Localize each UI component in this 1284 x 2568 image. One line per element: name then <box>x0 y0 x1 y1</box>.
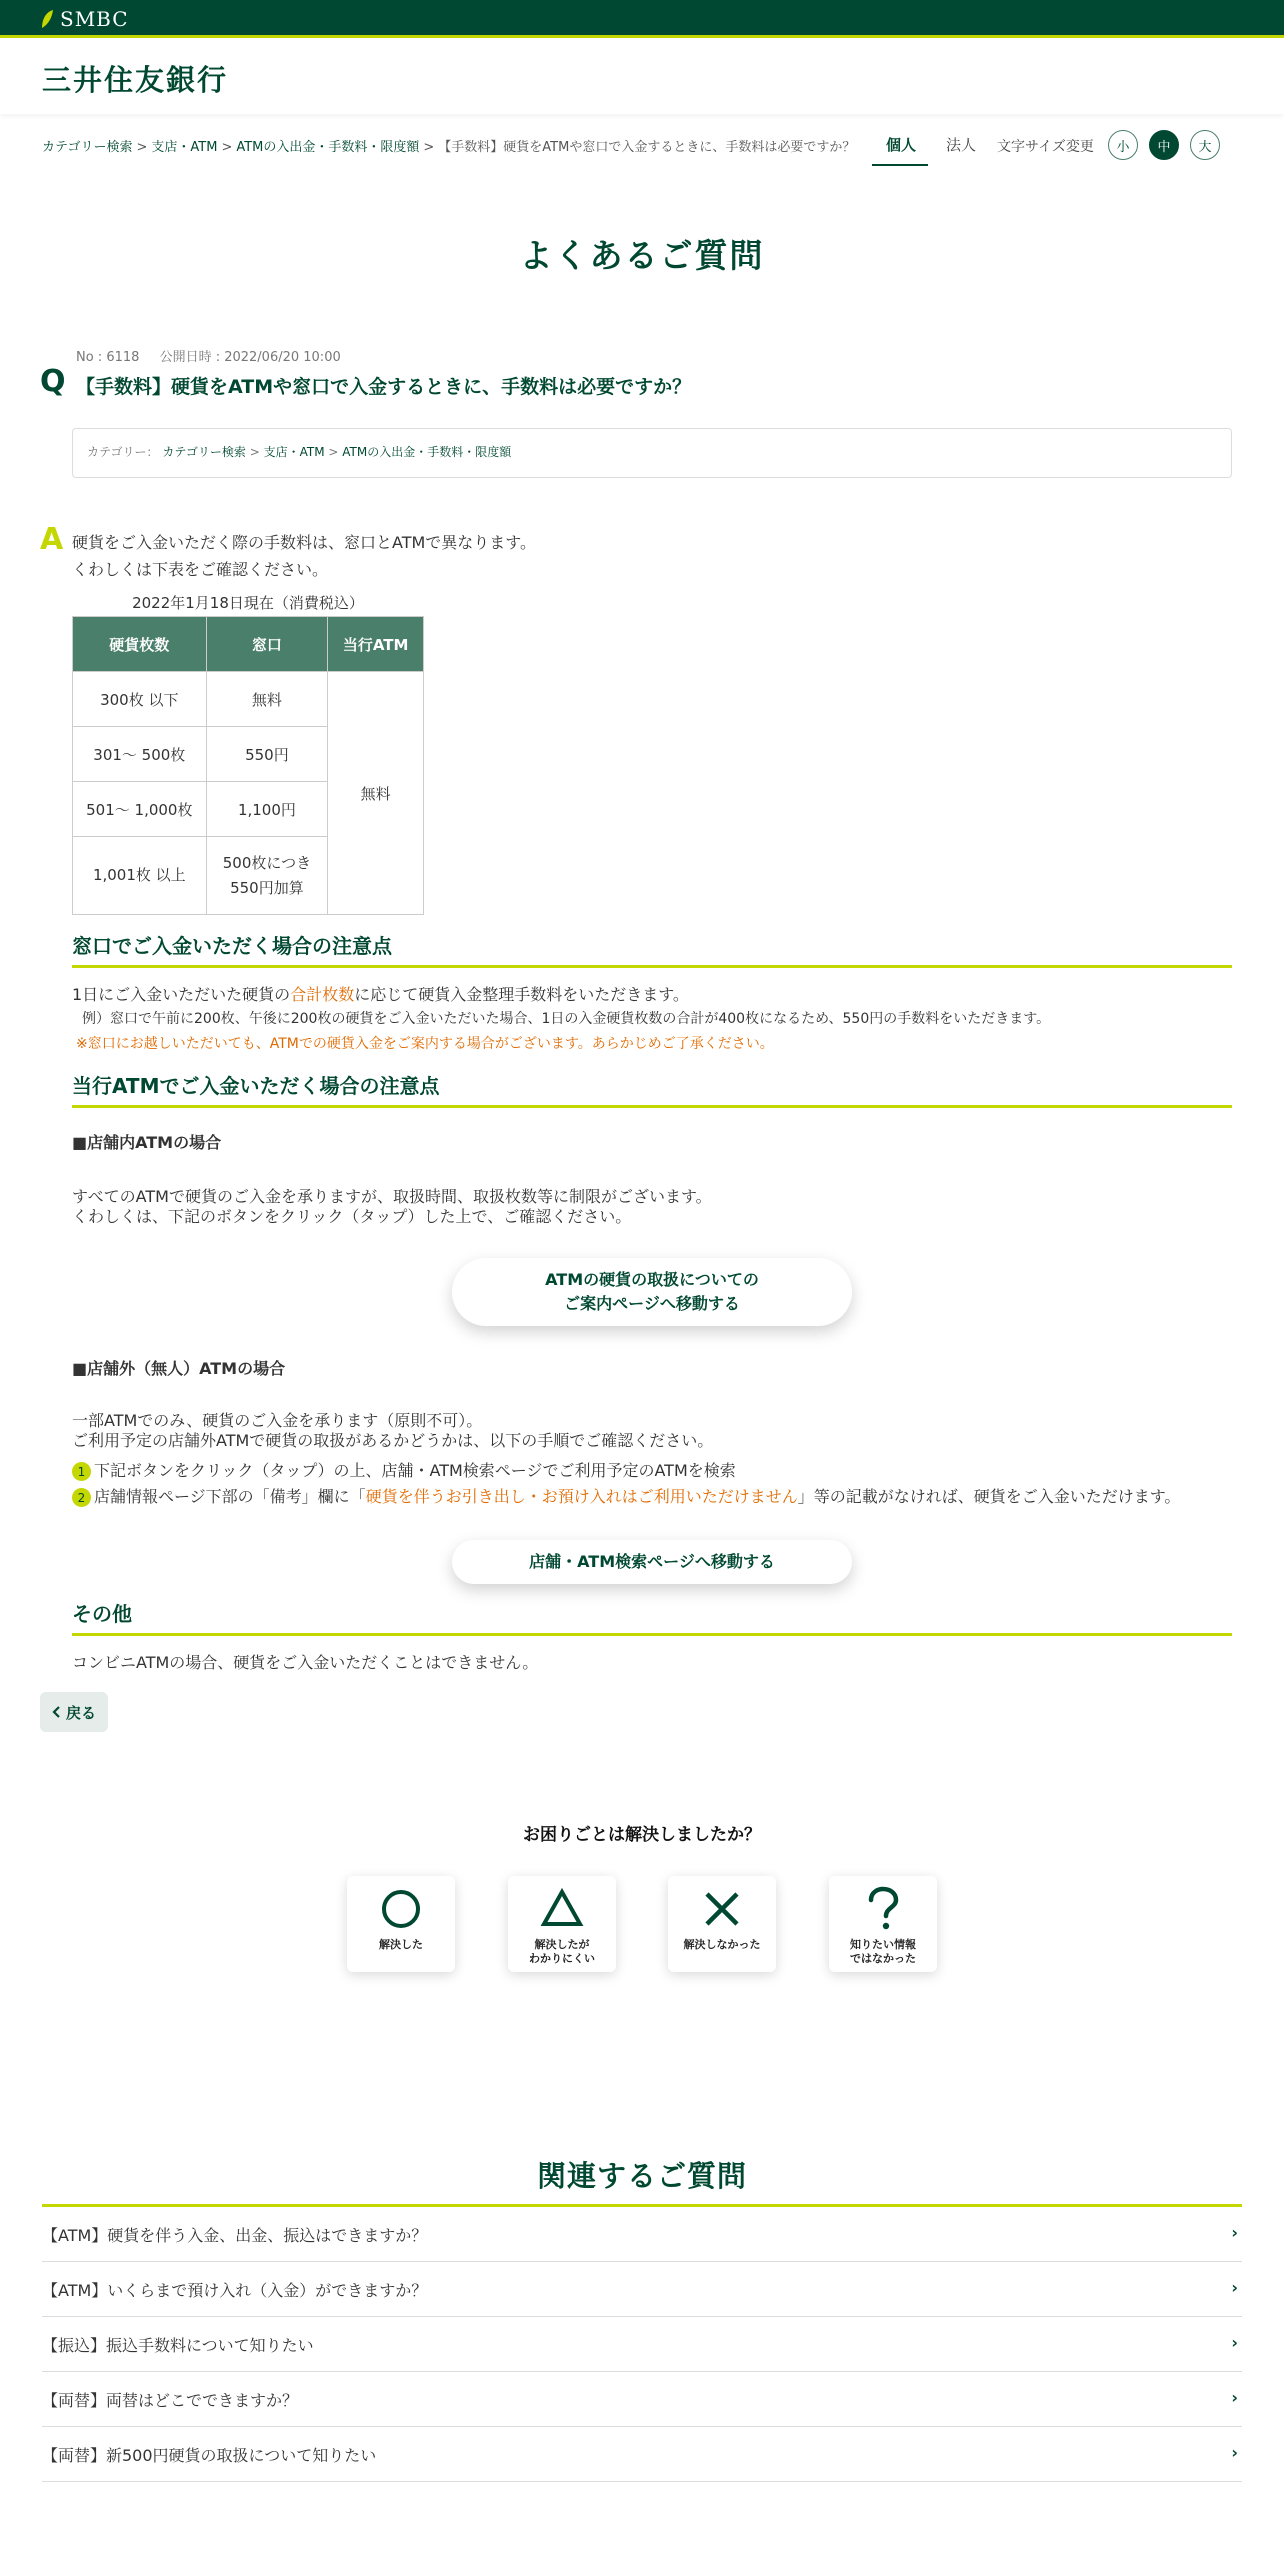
vote-solved-button[interactable] <box>347 1876 455 1972</box>
segment-personal[interactable]: 個人 <box>886 136 917 154</box>
table-cell <box>206 837 328 915</box>
font-size-label: 文字サイズ変更 <box>997 139 1094 155</box>
question-mark: Q <box>40 364 66 399</box>
related-item-text: 【両替】両替はどこでできますか？ <box>42 2390 299 2410</box>
related-item-text: 【ATM】硬貨を伴う入金、出金、振込はできますか？ <box>42 2225 428 2245</box>
text-segment: 」等の記載がなければ、硬貨をご入金いただけます。 <box>797 1487 1181 1506</box>
chevron-right-icon: › <box>1231 2443 1238 2462</box>
step-2 <box>72 1484 1180 1507</box>
atm-coin-info-button[interactable] <box>452 1258 852 1326</box>
table-cell-atm: 無料 <box>328 672 424 915</box>
step-number: 2 <box>72 1488 91 1507</box>
vote-label-line: 解決したが <box>534 1938 590 1951</box>
category-separator: > <box>249 445 264 459</box>
step-number: 1 <box>72 1462 91 1481</box>
table-cell: 無料 <box>206 672 328 727</box>
table-cell: 1,100円 <box>206 782 328 837</box>
atm-line: すべてのATMで硬貨のご入金を承りますが、取扱時間、取扱枚数等に制限がございます。 <box>72 1187 712 1206</box>
breadcrumb-separator: > <box>221 140 233 155</box>
vote-not-solved-button[interactable] <box>668 1876 776 1972</box>
chevron-right-icon: › <box>1231 2388 1238 2407</box>
highlight-text: 硬貨を伴うお引き出し・お預け入れはご利用いただけません <box>365 1487 798 1506</box>
highlight-text: 合計枚数 <box>290 985 355 1004</box>
cell-line: 550円加算 <box>230 878 304 897</box>
section-heading-window: 窓口でご入金いただく場合の注意点 <box>72 930 1232 968</box>
font-size-small-button[interactable]: 小 <box>1108 130 1138 160</box>
survey-question: お困りごとは解決しましたか？ <box>523 1825 761 1845</box>
bank-name[interactable]: 三井住友銀行 <box>42 63 229 97</box>
chevron-right-icon: › <box>1231 2278 1238 2297</box>
table-cell: 550円 <box>206 727 328 782</box>
font-size-large-button[interactable]: 大 <box>1190 130 1220 160</box>
top-bar <box>0 0 1284 38</box>
vote-label-line: 解決しなかった <box>683 1938 761 1951</box>
breadcrumb <box>42 136 855 155</box>
chevron-left-icon <box>52 1706 62 1718</box>
window-line <box>72 982 689 1005</box>
button-line: ATMの硬貨の取扱についての <box>545 1270 759 1289</box>
related-item[interactable] <box>42 2372 1242 2427</box>
table-row <box>73 672 424 727</box>
back-button[interactable] <box>40 1692 108 1732</box>
cross-icon <box>699 1886 745 1932</box>
atm-line: 一部ATMでのみ、硬貨のご入金を承ります（原則不可）。 <box>72 1411 483 1430</box>
section-heading-atm: 当行ATMでご入金いただく場合の注意点 <box>72 1070 1232 1108</box>
category-link[interactable]: 支店・ATM <box>263 445 325 459</box>
breadcrumb-item[interactable]: 支店・ATM <box>151 140 218 155</box>
vote-label <box>850 1938 916 1966</box>
related-item[interactable] <box>42 2317 1242 2372</box>
vote-not-wanted-info-button[interactable] <box>829 1876 937 1972</box>
related-list <box>42 2204 1242 2482</box>
vote-solved-unclear-button[interactable] <box>508 1876 616 1972</box>
related-item-text: 【ATM】いくらまで預け入れ（入金）ができますか？ <box>42 2280 428 2300</box>
logo-text: SMBC <box>60 7 129 31</box>
vote-label-line: 知りたい情報 <box>850 1938 916 1951</box>
cell-line: 500枚につき <box>222 853 312 872</box>
related-title: 関連するご質問 <box>536 2159 747 2193</box>
category-link[interactable]: ATMの入出金・手数料・限度額 <box>342 445 512 459</box>
chevron-right-icon: › <box>1231 2223 1238 2242</box>
question-number: No : 6118 <box>76 350 140 365</box>
vote-label-line: ではなかった <box>850 1952 916 1965</box>
step-text: 下記ボタンをクリック（タップ）の上、店舗・ATM検索ページでご利用予定のATMを検索 <box>94 1461 736 1480</box>
store-atm-search-button[interactable]: 店舗・ATM検索ページへ移動する <box>452 1540 852 1584</box>
answer-line: くわしくは下表をご確認ください。 <box>72 560 329 579</box>
breadcrumb-item[interactable]: カテゴリー検索 <box>42 140 133 155</box>
answer-line: 硬貨をご入金いただく際の手数料は、窓口とATMで異なります。 <box>72 533 537 552</box>
circle-icon <box>378 1886 424 1932</box>
other-line: コンビニATMの場合、硬貨をご入金いただくことはできません。 <box>72 1653 539 1672</box>
vote-label-line: わかりにくい <box>529 1952 595 1965</box>
page-title: よくあるご質問 <box>519 236 765 275</box>
answer-mark: A <box>40 522 64 557</box>
text-segment: 店舗情報ページ下部の「備考」欄に「 <box>94 1487 366 1506</box>
section-heading-other: その他 <box>72 1598 1232 1636</box>
atm-line: ご利用予定の店舗外ATMで硬貨の取扱があるかどうかは、以下の手順でご確認ください。 <box>72 1431 714 1450</box>
fee-table <box>72 616 424 915</box>
vote-label <box>379 1938 423 1952</box>
category-label: カテゴリー： <box>87 445 159 459</box>
site-header <box>0 38 1284 114</box>
subheading-out-of-branch: ■店舗外（無人）ATMの場合 <box>72 1359 286 1378</box>
vote-label <box>684 1938 761 1952</box>
text-segment: に応じて硬貨入金整理手数料をいただきます。 <box>354 985 689 1004</box>
breadcrumb-separator: > <box>136 140 148 155</box>
window-example: 例）窓口で午前に200枚、午後に200枚の硬貨をご入金いただいた場合、1日の入金硬貨枚数の合計が400枚になるため、550円の手数料をいただきます。 <box>82 1011 1051 1027</box>
subheading-in-branch: ■店舗内ATMの場合 <box>72 1133 222 1152</box>
table-cell: 1,001枚 以上 <box>73 837 207 915</box>
table-cell: 300枚 以下 <box>73 672 207 727</box>
button-line: ご案内ページへ移動する <box>564 1294 740 1313</box>
segment-active-underline <box>872 164 928 166</box>
related-item-text: 【両替】新500円硬貨の取扱について知りたい <box>42 2445 377 2465</box>
category-link[interactable]: カテゴリー検索 <box>162 445 246 459</box>
table-header: 硬貨枚数 <box>73 617 207 672</box>
related-item-text: 【振込】振込手数料について知りたい <box>42 2335 314 2355</box>
smbc-logo[interactable] <box>40 7 129 31</box>
window-note: ※窓口にお越しいただいても、ATMでの硬貨入金をご案内する場合がございます。あらかじめご了承ください。 <box>76 1036 774 1052</box>
question-meta <box>76 346 341 365</box>
category-box <box>72 428 1232 478</box>
segment-corporate[interactable]: 法人 <box>946 136 977 154</box>
font-size-medium-button[interactable]: 中 <box>1149 130 1179 160</box>
question-icon <box>860 1886 906 1932</box>
vote-label-line: 解決した <box>379 1938 423 1951</box>
related-item[interactable] <box>42 2207 1242 2262</box>
step-1 <box>72 1458 736 1481</box>
breadcrumb-separator: > <box>423 140 435 155</box>
table-cell: 501～ 1,000枚 <box>73 782 207 837</box>
table-caption: 2022年1月18日現在（消費税込） <box>132 594 364 612</box>
back-label: 戻る <box>65 1703 96 1722</box>
nav-row <box>42 130 1242 170</box>
category-separator: > <box>328 445 343 459</box>
leaf-icon <box>40 9 54 29</box>
related-item[interactable] <box>42 2262 1242 2317</box>
table-header-row <box>73 617 424 672</box>
vote-label <box>529 1938 595 1966</box>
question-title: 【手数料】硬貨をATMや窓口で入金するときに、手数料は必要ですか？ <box>76 376 692 398</box>
breadcrumb-current: 【手数料】硬貨をATMや窓口で入金するときに、手数料は必要ですか？ <box>438 140 856 155</box>
table-header: 当行ATM <box>328 617 424 672</box>
breadcrumb-item[interactable]: ATMの入出金・手数料・限度額 <box>236 140 420 155</box>
triangle-icon <box>539 1886 585 1932</box>
text-segment: 1日にご入金いただいた硬貨の <box>72 985 291 1004</box>
table-cell: 301～ 500枚 <box>73 727 207 782</box>
chevron-right-icon: › <box>1231 2333 1238 2352</box>
related-item[interactable] <box>42 2427 1242 2482</box>
table-header: 窓口 <box>206 617 328 672</box>
question-published: 公開日時 : 2022/06/20 10:00 <box>159 350 341 365</box>
atm-line: くわしくは、下記のボタンをクリック（タップ）した上で、ご確認ください。 <box>72 1207 632 1226</box>
